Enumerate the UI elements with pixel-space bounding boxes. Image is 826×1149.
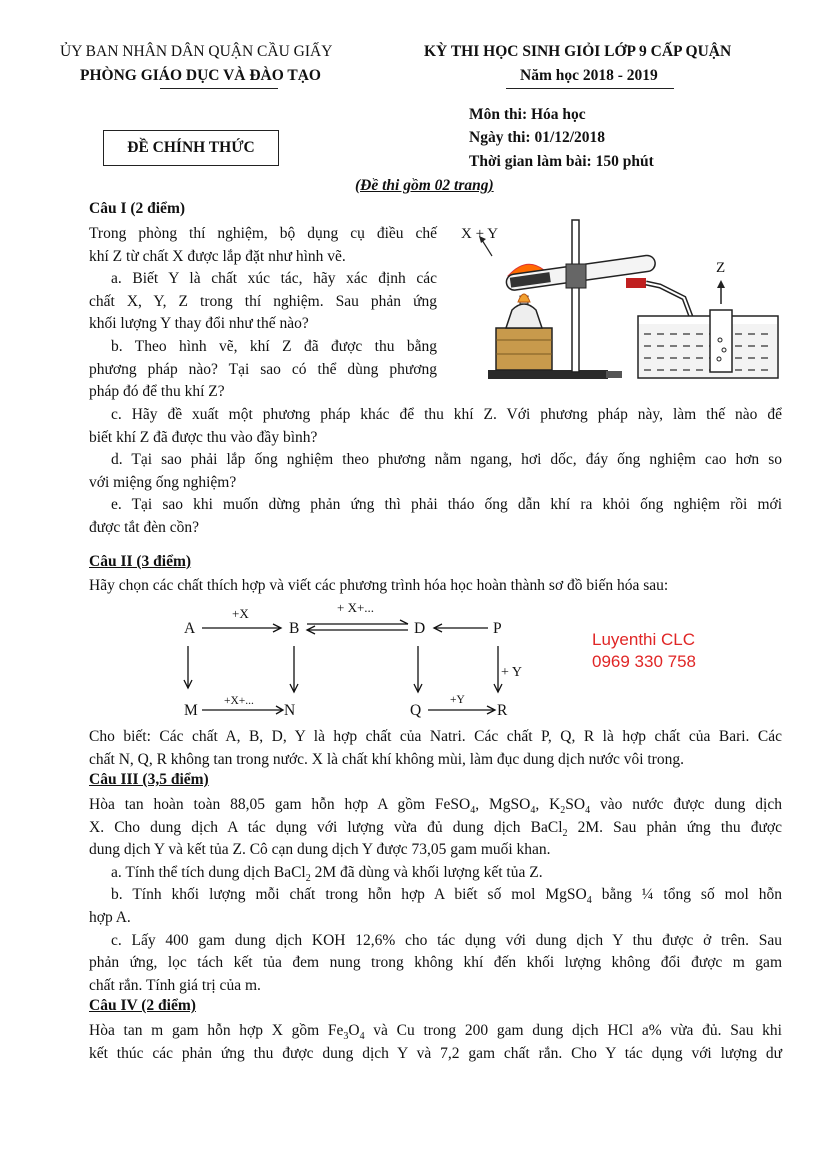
- q1-d-2: với miệng ống nghiệm?: [89, 473, 237, 491]
- alcohol-lamp: [506, 304, 542, 328]
- q3-body: [89, 794, 782, 997]
- q1-a-3: khối lượng Y thay đổi như thế nào?: [89, 315, 309, 333]
- node-a: A: [184, 620, 196, 637]
- q1-intro-1: Trong phòng thí nghiệm, bộ dụng cụ điều chế: [89, 225, 437, 242]
- label-b-d: + X+...: [337, 600, 375, 615]
- q3-p3: dung dịch Y và kết tủa Z. Cô cạn dung dịch Y được 73,05 gam muối khan.: [89, 841, 551, 859]
- q3-p2: X. Cho dung dịch A tác dụng với lượng vừa đủ dung dịch BaCl$_2$ 2M. Sau phản ứng thu được: [89, 818, 782, 839]
- figure-label-xy: X + Y: [461, 226, 499, 242]
- q1-title: Câu I (2 điểm): [89, 200, 186, 217]
- stand-rod: [572, 220, 579, 372]
- node-p: P: [493, 620, 502, 637]
- watermark-line-2: 0969 330 758: [592, 652, 696, 671]
- q3-title: Câu III (3,5 điểm): [89, 771, 209, 788]
- q2-title: Câu II (3 điểm): [89, 553, 192, 570]
- q1-b-2: phương pháp nào? Tại sao có thể dùng phương: [89, 360, 437, 378]
- label-a-b: +X: [232, 606, 249, 621]
- pages-note: (Đề thi gồm 02 trang): [355, 177, 494, 194]
- q1-c-2: biết khí Z đã được thu vào đầy bình?: [89, 428, 318, 446]
- node-m: M: [184, 702, 198, 719]
- exam-date: Ngày thi: 01/12/2018: [469, 129, 606, 146]
- exam-title: KỲ THI HỌC SINH GIỎI LỚP 9 CẤP QUẬN: [424, 43, 732, 60]
- q1-a-1: a. Biết Y là chất xúc tác, hãy xác định các: [111, 270, 437, 288]
- q1-c-1: c. Hãy đề xuất một phương pháp khác để thu khí Z. Với phương pháp này, làm thế nào để: [111, 406, 782, 423]
- q2-notes: [89, 726, 782, 771]
- q2-note-2: chất N, Q, R không tan trong nước. X là chất khí không mùi, làm đục dung dịch nước vôi trong.: [89, 750, 684, 768]
- year-underline: [506, 88, 674, 89]
- header-underline: [160, 88, 278, 89]
- q4-line-2: kết thúc các phản ứng thu được dung dịch Y và 7,2 gam chất rắn. Cho Y tác dụng với lượng dư: [89, 1044, 782, 1062]
- figure-label-z: Z: [716, 260, 726, 276]
- q1-b-1: b. Theo hình vẽ, khí Z đã được thu bằng: [111, 337, 437, 355]
- q1-b-3: pháp đó để thu khí Z?: [89, 383, 225, 401]
- q4-body: [89, 1020, 782, 1065]
- q1-intro-2: khí Z từ chất X được lắp đặt như hình vẽ.: [89, 247, 346, 265]
- q3-c-3: chất rắn. Tính giá trị của m.: [89, 976, 261, 994]
- node-n: N: [284, 702, 296, 719]
- stand-base: [488, 370, 608, 379]
- official-badge: ĐỀ CHÍNH THỨC: [103, 130, 279, 166]
- node-d: D: [414, 620, 426, 637]
- subject: Môn thi: Hóa học: [469, 106, 586, 123]
- q4-title: Câu IV (2 điểm): [89, 997, 196, 1014]
- q3-b-2: hợp A.: [89, 908, 131, 926]
- collection-tube: [710, 310, 732, 372]
- node-r: R: [497, 702, 508, 719]
- node-b: B: [289, 620, 300, 637]
- label-q-r: +Y: [450, 694, 465, 706]
- node-q: Q: [410, 702, 422, 719]
- label-m-n: +X+...: [224, 695, 254, 707]
- q4-line-1: Hòa tan m gam hỗn hợp X gồm $Fe_3O_4$ và Cu trong 200 gam dung dịch HCl a% vừa đủ. Sau khi: [89, 1022, 782, 1043]
- q3-c-2: phản ứng, lọc tách kết tủa đem nung trong không khí đến khối lượng không đổi được m gam: [89, 954, 782, 972]
- exam-duration: Thời gian làm bài: 150 phút: [469, 153, 654, 170]
- q3-a: a. Tính thể tích dung dịch BaCl$_2$ 2M đã dùng và khối lượng kết tủa Z.: [111, 863, 543, 884]
- q1-e-2: được tắt đèn cồn?: [89, 518, 199, 536]
- apparatus-figure: [448, 212, 784, 390]
- q2-prompt: Hãy chọn các chất thích hợp và viết các phương trình hóa học hoàn thành sơ đồ biến hóa sau:: [89, 577, 669, 594]
- school-year: Năm học 2018 - 2019: [520, 67, 658, 84]
- q1-a-2: chất X, Y, Z trong thí nghiệm. Sau phản ứng: [89, 292, 437, 310]
- q1-d-1: d. Tại sao phải lắp ống nghiệm theo phương nằm ngang, hơi dốc, đáy ống nghiệm cao hơn so: [111, 451, 782, 469]
- q3-c-1: c. Lấy 400 gam dung dịch KOH 12,6% cho tác dụng với dung dịch Y thu được ở trên. Sau: [111, 931, 782, 949]
- wood-block: [496, 328, 552, 370]
- q3-p1: Hòa tan hoàn toàn 88,05 gam hỗn hợp A gồm FeSO$_4$, MgSO$_4$, $K_2SO_4$ vào nước được dung dịch: [89, 796, 782, 817]
- label-p-r: + Y: [501, 665, 522, 680]
- q1-e-1: e. Tại sao khi muốn dừng phản ứng thì phải tháo ống dẫn khí ra khỏi ống nghiệm rồi mới: [111, 496, 782, 514]
- stopper: [626, 278, 646, 288]
- q2-note-1: Cho biết: Các chất A, B, D, Y là hợp chất của Natri. Các chất P, Q, R là hợp chất của Bari. Các: [89, 728, 782, 745]
- department-name: PHÒNG GIÁO DỤC VÀ ĐÀO TẠO: [80, 67, 321, 84]
- q1-body-wide: [89, 404, 782, 540]
- authority-name: ỦY BAN NHÂN DÂN QUẬN CẦU GIẤY: [60, 43, 333, 60]
- reaction-scheme-arrows: [150, 600, 550, 730]
- watermark-line-1: Luyenthi CLC: [592, 630, 696, 649]
- q1-body: [89, 223, 437, 404]
- q3-b-1: b. Tính khối lượng mỗi chất trong hỗn hợp A biết số mol MgSO$_4$ bằng ¼ tổng số mol hỗn: [111, 886, 782, 907]
